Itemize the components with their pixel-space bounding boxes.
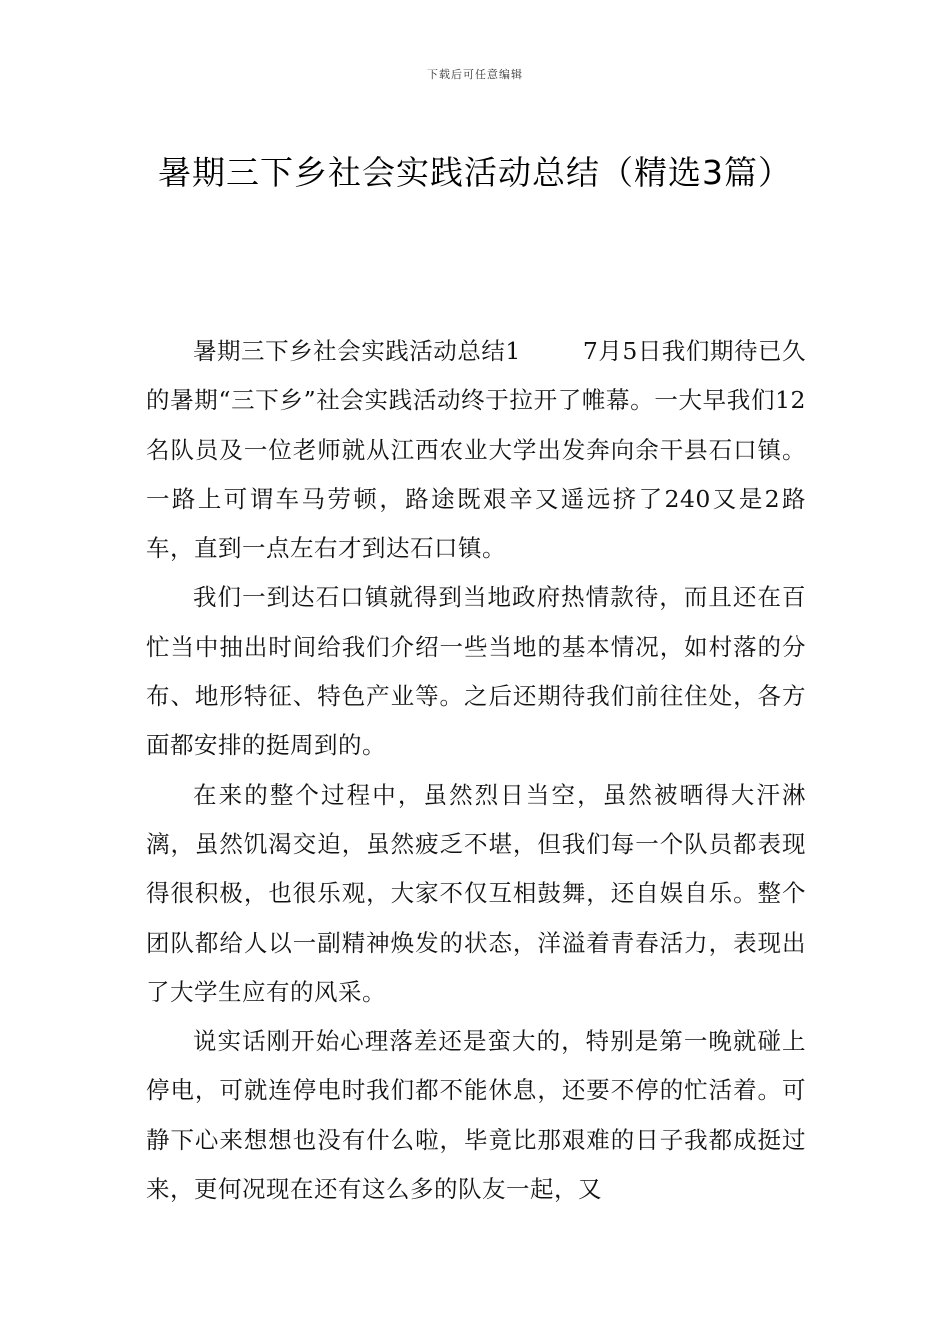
header-note: 下载后可任意编辑 bbox=[427, 68, 523, 81]
paragraph-3: 在来的整个过程中，虽然烈日当空，虽然被晒得大汗淋漓，虽然饥渴交迫，虽然疲乏不堪，但我们每一个队员都表现得很积极，也很乐观，大家不仅互相鼓舞，还自娱自乐。整个团队都给人以一副精神焕发的状态，洋溢着青春活力，表现出了大学生应有的风采。 bbox=[146, 780, 806, 1006]
paragraph-4: 说实话刚开始心理落差还是蛮大的，特别是第一晚就碰上停电，可就连停电时我们都不能休息，还要不停的忙活着。可静下心来想想也没有什么啦，毕竟比那艰难的日子我都成挺过来，更何况现在还有这么多的队友一起，又 bbox=[146, 1027, 806, 1204]
section-heading: 暑期三下乡社会实践活动总结1 bbox=[193, 337, 521, 365]
paragraph-1-text: 7月5日我们期待已久的暑期“三下乡”社会实践活动终于拉开了帷幕。一大早我们12名队员及一位老师就从江西农业大学出发奔向余干县石口镇。一路上可谓车马劳顿，路途既艰辛又遥远挤了240又是2路车，直到一点左右才到达石口镇。 bbox=[146, 337, 807, 563]
document-title: 暑期三下乡社会实践活动总结（精选3篇） bbox=[158, 153, 792, 193]
paragraph-2: 我们一到达石口镇就得到当地政府热情款待，而且还在百忙当中抽出时间给我们介绍一些当地的基本情况，如村落的分布、地形特征、特色产业等。之后还期待我们前往住处，各方面都安排的挺周到的。 bbox=[146, 583, 806, 760]
paragraph-1 bbox=[146, 327, 806, 573]
document-body bbox=[146, 327, 806, 1214]
